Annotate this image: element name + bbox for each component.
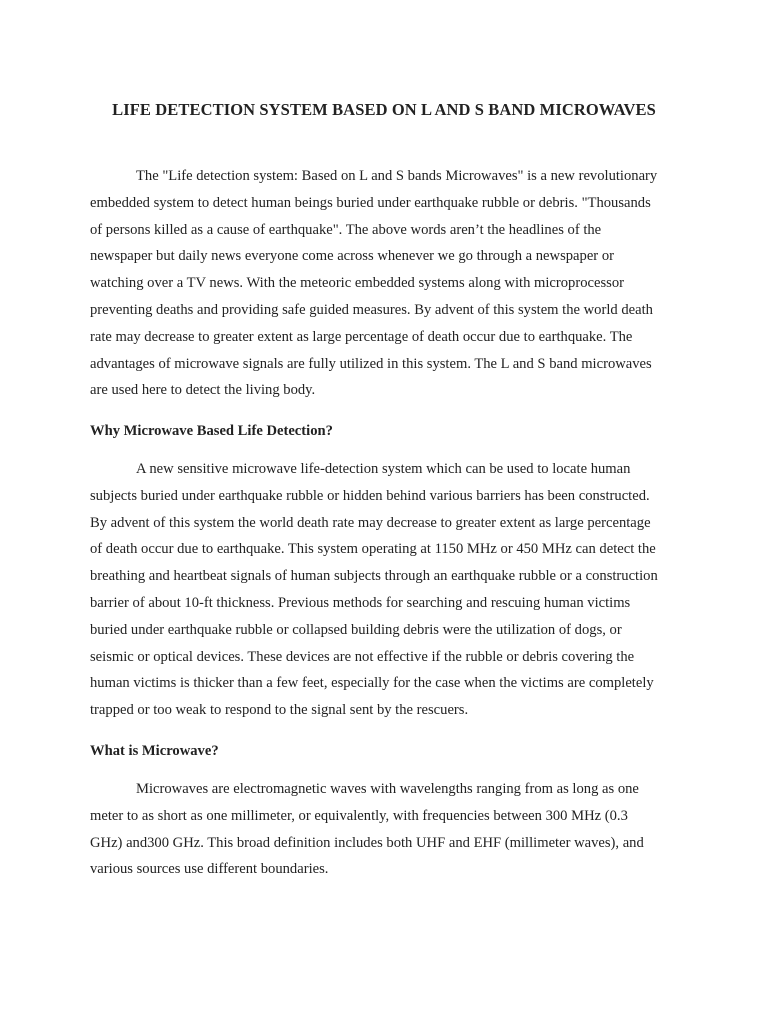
why-line-4: of death occur due to earthquake. This system operating at 1150 MHz or 450 MHz can detect the — [90, 541, 656, 558]
intro-line-9: are used here to detect the living body. — [90, 382, 316, 399]
intro-line-2: embedded system to detect human beings buried under earthquake rubble or debris. "Thousands — [90, 194, 651, 211]
section-heading-why: Why Microwave Based Life Detection? — [90, 423, 333, 439]
intro-line-7: rate may decrease to greater extent as large percentage of death occur due to earthquake. The — [90, 328, 633, 345]
what-line-3: GHz) and300 GHz. This broad definition includes both UHF and EHF (millimeter waves), and — [90, 834, 644, 851]
what-line-4: various sources use different boundaries. — [90, 861, 329, 878]
intro-line-6: preventing deaths and providing safe guided measures. By advent of this system the world death — [90, 301, 653, 318]
intro-line-8: advantages of microwave signals are fully utilized in this system. The L and S band microwaves — [90, 355, 652, 372]
why-paragraph — [90, 456, 680, 724]
intro-line-4: newspaper but daily news everyone come across whenever we go through a newspaper or — [90, 248, 614, 265]
why-line-6: barrier of about 10-ft thickness. Previous methods for searching and rescuing human victims — [90, 594, 631, 611]
why-line-5: breathing and heartbeat signals of human subjects through an earthquake rubble or a construction — [90, 568, 658, 585]
why-line-9: human victims is thicker than a few feet, especially for the case when the victims are completely — [90, 675, 654, 692]
section-heading-what: What is Microwave? — [90, 743, 219, 759]
intro-line-3: of persons killed as a cause of earthquake". The above words aren’t the headlines of the — [90, 221, 602, 238]
intro-line-1: The "Life detection system: Based on L and S bands Microwaves" is a new revolutionary — [136, 168, 658, 184]
what-paragraph — [90, 776, 680, 883]
why-line-2: subjects buried under earthquake rubble or hidden behind various barriers has been constructed. — [90, 487, 650, 504]
intro-line-5: watching over a TV news. With the meteoric embedded systems along with microprocessor — [90, 275, 624, 292]
why-line-10: trapped or too weak to respond to the signal sent by the rescuers. — [90, 702, 469, 719]
why-line-8: seismic or optical devices. These devices are not effective if the rubble or debris covering the — [90, 648, 635, 665]
why-line-3: By advent of this system the world death rate may decrease to greater extent as large percentage — [90, 514, 651, 531]
intro-paragraph — [90, 163, 680, 404]
what-line-2: meter to as short as one millimeter, or equivalently, with frequencies between 300 MHz (0.3 — [90, 807, 628, 824]
document-title: LIFE DETECTION SYSTEM BASED ON L AND S BAND MICROWAVES — [112, 100, 656, 119]
why-line-1: A new sensitive microwave life-detection system which can be used to locate human — [136, 461, 631, 477]
why-line-7: buried under earthquake rubble or collapsed building debris were the utilization of dogs, or — [90, 621, 622, 638]
what-line-1: Microwaves are electromagnetic waves with wavelengths ranging from as long as one — [136, 781, 639, 797]
